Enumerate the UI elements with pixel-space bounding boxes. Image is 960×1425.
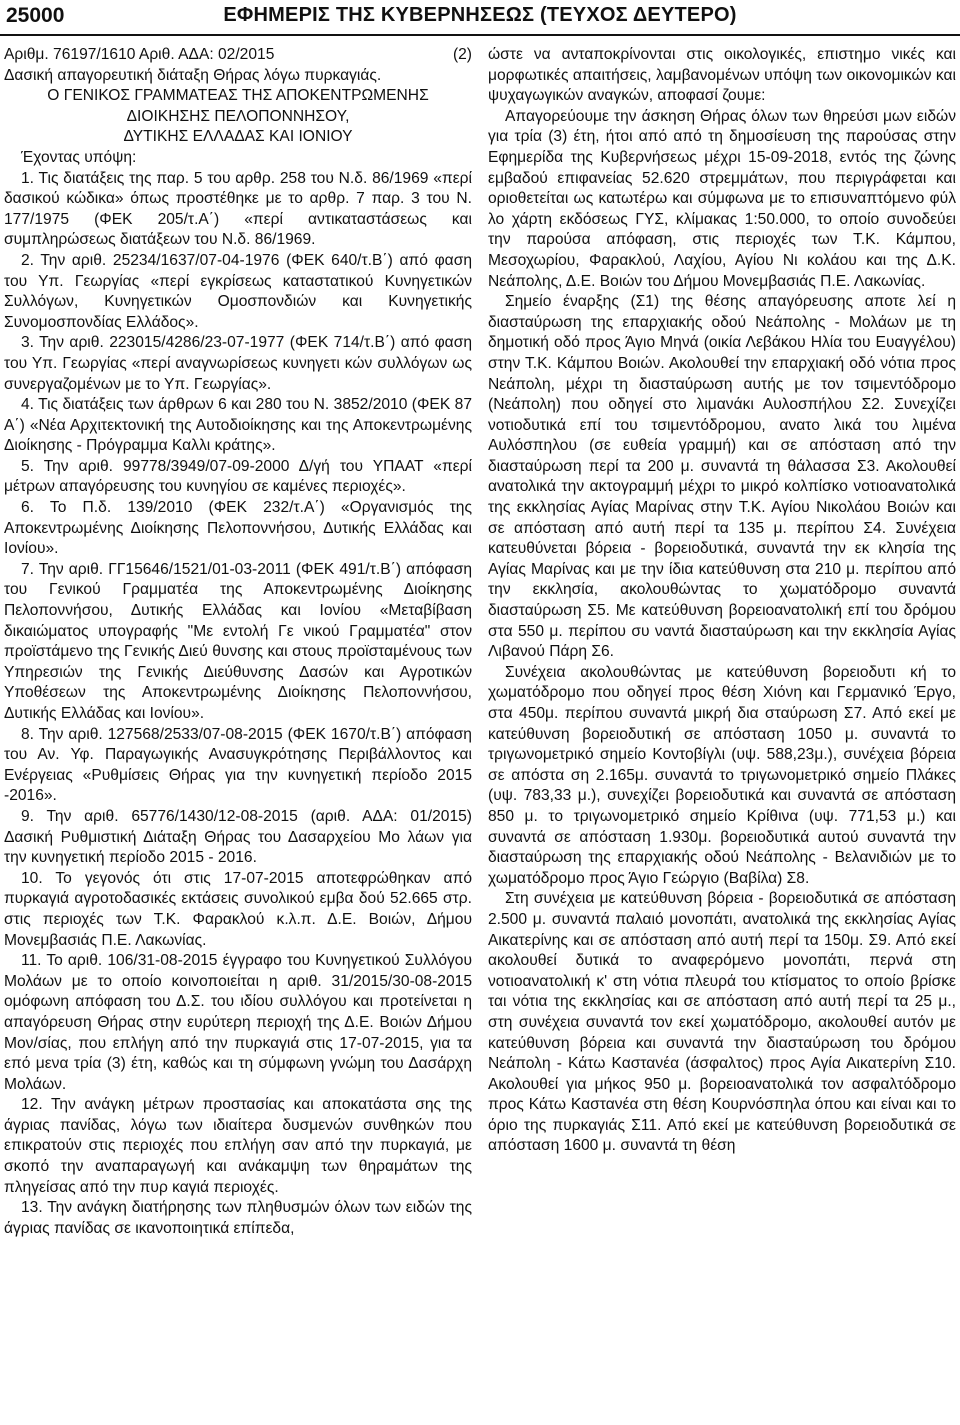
decision-paragraph: Συνέχεια ακολουθώντας με κατεύθυνση βορειοδυτι κή το χωματόδρομο που οδηγεί προς θέση Χιόνη και Γερμανικό Έργο, στα 450μ. περίπου συναντά μικρή δια σταύρωση Σ7. Από εκεί με κατεύθυνση βορειοδυτική σε απόσταση 1050 μ. συναντά το τριγωνομετρικό σημείο Κοντοβίγλι (υψ. 588,23μ.), συνέχεια βόρεια σε απόστα ση 2.165μ. συναντά το τριγωνομετρικό σημείο Πλάκες (υψ. 783,33 μ.), συνεχίζει βορειοδυτικά και συναντά σε απόσταση 850 μ. το τριγωνομετρικό σημείο Κρίθινα (υψ. 771,53 μ.) και συναντά σε απόσταση 1.930μ. βορειοδυτικά αυτού συναντά την διασταύρωση της επαρχιακής οδού Νεάπολης - Βελανιδιών με το χωματόδρομο προς Άγιο Γεώργιο (Βαβίλα) Σ8.	[488, 663, 956, 887]
consideration-item: 9. Την αριθ. 65776/1430/12-08-2015 (αριθ. ΑΔΑ: 01/2015) Δασική Ρυθμιστική Διάταξη Θήρας του Δασαρχείου Μο λάων για την κυνηγετική περίοδο 2015 - 2016.	[4, 807, 472, 867]
consideration-item: 13. Την ανάγκη διατήρησης των πληθυσμών όλων των ειδών της άγριας πανίδας σε ικανοποιητικά επίπεδα,	[4, 1199, 472, 1237]
consideration-item: 4. Τις διατάξεις των άρθρων 6 και 280 του Ν. 3852/2010 (ΦΕΚ 87 Α΄) «Νέα Αρχιτεκτονική της Αυτοδιοίκησης και της Αποκεντρωμένης Διοίκησης - Πρόγραμμα Καλλι κράτης».	[4, 396, 472, 455]
decision-paragraph: Σημείο έναρξης (Σ1) της θέσης απαγόρευσης αποτε λεί η διασταύρωση της επαρχιακής οδού Νεάπολης - Μολάων με τη δημοτική οδό προς Άγιο Μηνά (οικία Λεβάκου Ηλία του Ευαγγέλου) στην Τ.Κ. Κάμπου Βοιών. Ακολουθεί την επαρχιακή οδό νότια προς Νεάπολη, μέχρι τη διασταύρωση αυτής με τον τσιμεντόδρομο (Νεάπολη) που οδηγεί στο λιμανάκι Αυλοσπήλου Σ2. Συνεχίζει νοτιοδυτικά επί του τσιμεντόδρομου, ανατο λικά του λιμένα Αυλόσπηλου (σε ευθεία γραμμή) και σε απόσταση από την διασταύρωση περί τα 200 μ. συναντά τη θάλασσα Σ3. Ακολουθεί ανατολικά την ακτογραμμή μέχρι το μικρό κολπίσκο νοτιοανατολικά της εκκλησίας Αγίας Μαρίνας στην Τ.Κ. Αγίου Νικολάου Βοιών και σε απόσταση από αυτή περί τα 135 μ. περίπου Σ4. Συνέχεια κατευθύνεται βόρεια - βορειοδυτικά, συναντά την εκ κλησία της Αγίας Μαρίνας και με την ίδια κατεύθυνση στα 210 μ. περίπου από την εκκλησία, ακολουθώντας το χωματόδρομο συναντά διασταύρωση Σ5. Με κατεύθυνση βορειοανατολική επί του δρόμου στα 550 μ. περίπου συ ναντά διασταύρωση και την εκκλησία Αγίας Λιβανού Πάρη Σ6.	[488, 293, 956, 661]
considering-heading: Έχοντας υπόψη:	[21, 148, 137, 166]
issuer-line-3: ΔΥΤΙΚΗΣ ΕΛΛΑΔΑΣ ΚΑΙ ΙΟΝΙΟΥ	[123, 128, 353, 146]
consideration-item: 10. Το γεγονός ότι στις 17-07-2015 αποτεφρώθηκαν από πυρκαγιά αγροτοδασικές εκτάσεις συνολικού εμβα δού 52.665 στρ. στις περιοχές των Τ.Κ. Φαρακλού κ.λ.π. Δ.Ε. Βοιών, Δήμου Μονεμβασιάς Π.Ε. Λακωνίας.	[4, 869, 472, 949]
header-divider	[0, 34, 960, 36]
consideration-item: 12. Την ανάγκη μέτρων προστασίας και αποκατάστα σης της άγριας πανίδας, λόγω των ιδιαίτερα δυσμενών συνθηκών που επικρατούν στις περιοχές που επλήγη σαν από την πυρκαγιά, με σκοπό την αναπαραγωγή και ανάκαμψη των θηραμάτων της πληγείσας από την πυρ καγιά περιοχές.	[4, 1096, 472, 1196]
right-column	[488, 45, 956, 1157]
decision-ref-line: Αριθμ. 76197/1610 Αριθ. ΑΔΑ: 02/2015	[4, 46, 275, 63]
consideration-item: 2. Την αριθ. 25234/1637/07-04-1976 (ΦΕΚ 640/τ.Β΄) από φαση του Υπ. Γεωργίας «περί εγκρίσεως καταστατικού Κυνηγετικών Συλλόγων, Κυνηγετικών Ομοσπονδιών και Κυνηγετικής Συνομοσπονδίας Ελλάδος».	[4, 251, 472, 331]
left-column	[4, 45, 472, 1239]
decision-paragraph: ώστε να ανταποκρίνονται στις οικολογικές, επιστημο νικές και μορφωτικές απαιτήσεις, λαμβανομένων υπόψη των οικονομικών και ψυχαγωγικών αναγκών, αποφασί ζουμε:	[488, 46, 956, 105]
page-header	[0, 0, 960, 34]
decision-reference	[4, 45, 472, 66]
consideration-item: 5. Την αριθ. 99778/3949/07-09-2000 Δ/γή του ΥΠΑΑΤ «περί μέτρων απαγόρευσης του κυνηγίου σε καμένες περιοχές».	[4, 457, 472, 496]
gazette-title: ΕΦΗΜΕΡΙΣ ΤΗΣ ΚΥΒΕΡΝΗΣΕΩΣ (ΤΕΥΧΟΣ ΔΕΥΤΕΡΟ)	[223, 4, 737, 26]
issuer-line-1: Ο ΓΕΝΙΚΟΣ ΓΡΑΜΜΑΤΕΑΣ ΤΗΣ ΑΠΟΚΕΝΤΡΩΜΕΝΗΣ	[47, 87, 429, 105]
decision-ref-number: (2)	[452, 46, 472, 63]
decision-paragraph: Απαγορεύουμε την άσκηση Θήρας όλων των θηρεύσι μων ειδών για τρία (3) έτη, ήτοι από από τη δημοσίευση της παρούσας στην Εφημερίδα της Κυβερνήσεως μέχρι 15-09-2018, εντός της ζώνης εμβαδού επιφανείας 52.620 στρεμμάτων, που περιγράφεται και οριοθετείται ως κατωτέρω και σύμφωνα με το επισυναπτόμενο φύλ λο χάρτη εκδόσεως ΓΥΣ, κλίμακας 1:50.000, το οποίο συνοδεύει την παρούσα απόφαση, στις περιοχές των Τ.Κ. Κάμπου, Μεσοχωρίου, Φαρακλού, Λαχίου, Αγίου Νι κολάου και της Δ.Κ. Νεάπολης, Δ.Ε. Βοιών του Δήμου Μονεμβασιάς Π.Ε. Λακωνίας.	[488, 107, 956, 290]
consideration-item: 6. Το Π.δ. 139/2010 (ΦΕΚ 232/τ.Α΄) «Οργανισμός της Αποκεντρωμένης Διοίκησης Πελοποννήσου, Δυτικής Ελλάδας και Ιονίου».	[4, 499, 472, 558]
consideration-item: 11. Το αριθ. 106/31-08-2015 έγγραφο του Κυνηγετικού Συλλόγου Μολάων με το οποίο κοινοποιείται η αριθ. 31/2015/30-08-2015 ομόφωνη απόφαση του Δ.Σ. του ιδίου συλλόγου και προτείνεται η απαγόρευση Θήρας στην ευρύτερη περιοχή της Δ.Ε. Βοιών Δήμου Μον/σίας, που επλήγη από την πυρκαγιά στις 17-07-2015, για τα επό μενα τρία (3) έτη, καθώς και τη σύμφωνη γνώμη του Δασάρχη Μολάων.	[4, 952, 472, 1093]
consideration-item: 3. Την αριθ. 223015/4286/23-07-1977 (ΦΕΚ 714/τ.Β΄) από φαση του Υπ. Γεωργίας «περί αναγνωρίσεως κυνηγετι κών συλλόγων ως συνεργαζομένων με το Υπ. Γεωργίας».	[4, 334, 472, 393]
page-number: 25000	[6, 4, 65, 27]
consideration-item: 1. Τις διατάξεις της παρ. 5 του αρθρ. 258 του Ν.δ. 86/1969 «περί δασικού κώδικα» όπως προστέθηκε με το αρθρ. 7 παρ. 3 του Ν. 177/1975 (ΦΕΚ 205/τ.Α΄) «περί αντικαταστάσεως και συμπληρώσεως διατάξεων του Ν.δ. 86/1969.	[4, 169, 472, 249]
consideration-item: 8. Την αριθ. 127568/2533/07-08-2015 (ΦΕΚ 1670/τ.Β΄) απόφαση του Αν. Υφ. Παραγωγικής Ανασυγκρότησης Περιβάλλοντος και Ενέργειας «Ρυθμίσεις Θήρας για την κυνηγετική περίοδο 2015 -2016».	[4, 725, 472, 805]
decision-paragraph: Στη συνέχεια με κατεύθυνση βόρεια - βορειοδυτικά σε απόσταση 2.500 μ. συναντά παλαιό μονοπάτι, ανατολικά της εκκλησίας Αγίας Αικατερίνης και σε απόσταση από αυτή περί τα 150μ. Σ9. Από εκεί ακολουθεί δυτικά το αναφερόμενο μονοπάτι, περνά στη νοτιοανατολική κ' στη νότια πλευρά του κτίσματος το οποίο βρίσκε ται νότια της εκκλησίας και σε απόσταση από αυτή περί τα 25 μ., στη συνέχεια συναντά τον εκεί χωματόδρομο, ακολουθεί αυτόν με κατεύθυνση βόρεια και συναντά την διασταύρωση του δρόμου Νεάπολη - Κάτω Καστανέα (άσφαλτος) προς Αγία Αικατερίνη Σ10. Ακολουθεί για μήκος 950 μ. βορειοανατολικά τον ασφαλτόδρομο προς Κάτω Καστανέα στη θέση Κουρνόσπηλα όπου και είναι και το όριο της πυρκαγιάς Σ11. Από εκεί με κατεύθυνση βορειοδυτικά σε απόσταση 1600 μ. συναντά τη θέση	[488, 890, 956, 1155]
consideration-item: 7. Την αριθ. ΓΓ15646/1521/01-03-2011 (ΦΕΚ 491/τ.Β΄) απόφαση του Γενικού Γραμματέα της Αποκεντρωμένης Διοίκησης Πελοποννήσου, Δυτικής Ελλάδας και Ιονίου «Μεταβίβαση δικαιώματος υπογραφής "Με εντολή Γε νικού Γραμματέα" στον προϊστάμενο της Γενικής Διεύ θυνσης και στους προϊσταμένους των Υπηρεσιών της Γενικής Διεύθυνσης Δασών και Αγροτικών Υποθέσεων της Αποκεντρωμένης Διοίκησης Πελοποννήσου, Δυτικής Ελλάδας και Ιονίου».	[4, 560, 472, 722]
decision-title: Δασική απαγορευτική διάταξη Θήρας λόγω πυρκαγιάς.	[4, 66, 382, 84]
issuer-line-2: ΔΙΟΙΚΗΣΗΣ ΠΕΛΟΠΟΝΝΗΣΟΥ,	[126, 107, 350, 125]
